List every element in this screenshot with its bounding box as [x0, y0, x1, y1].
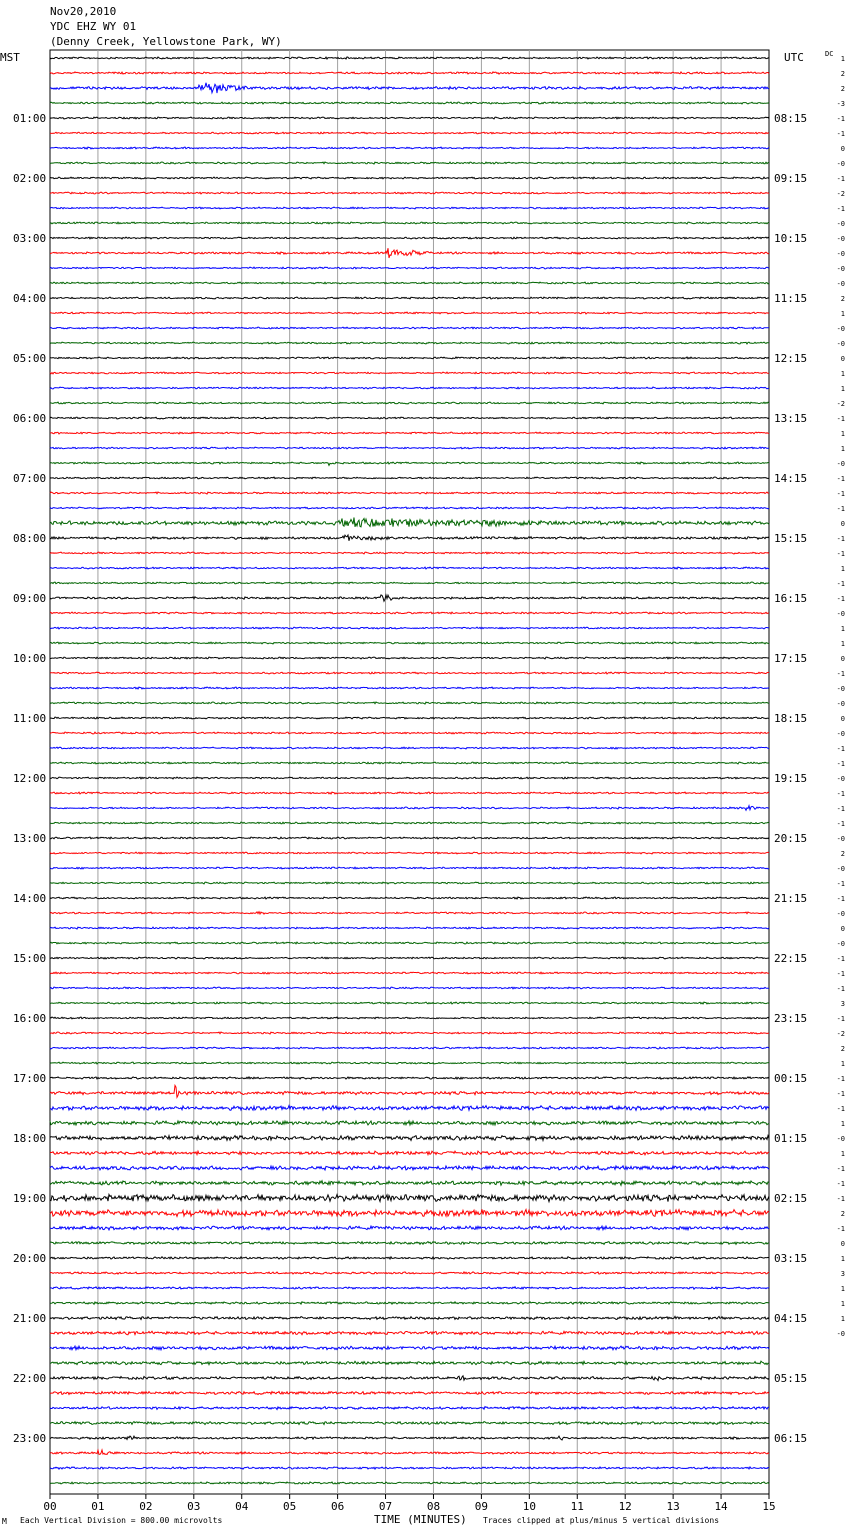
mst-hour-label: 15:00	[13, 952, 47, 965]
trace-row	[50, 1316, 769, 1319]
dc-offset-label: 1	[840, 1285, 845, 1293]
dc-offset-label: 0	[840, 520, 845, 528]
dc-offset-label: -1	[836, 1195, 845, 1203]
trace-row	[50, 1467, 769, 1469]
mst-hour-label: 23:00	[13, 1432, 47, 1445]
trace-row	[50, 1085, 769, 1097]
trace-row	[50, 882, 769, 884]
dc-offset-label: -1	[836, 1180, 845, 1188]
trace-row	[50, 567, 769, 569]
x-axis	[43, 1494, 775, 1513]
trace-row	[50, 657, 769, 659]
dc-offset-label: -1	[836, 955, 845, 963]
dc-offset-label: -0	[836, 1330, 845, 1338]
dc-offset-label: -0	[836, 700, 845, 708]
trace-row	[50, 762, 769, 764]
mst-hour-label: 14:00	[13, 892, 47, 905]
utc-hour-label: 11:15	[774, 292, 808, 305]
trace-row	[50, 806, 769, 811]
utc-hour-label: 12:15	[774, 352, 808, 365]
trace-row	[50, 732, 769, 734]
dc-offset-label: -0	[836, 460, 845, 468]
mst-hour-label: 09:00	[13, 592, 47, 605]
mst-hour-label: 13:00	[13, 832, 47, 845]
trace-row	[50, 942, 769, 944]
trace-row	[50, 1257, 769, 1259]
dc-offset-label: -1	[836, 205, 845, 213]
dc-offset-label: 0	[840, 715, 845, 723]
dc-offset-label: -0	[836, 1135, 845, 1143]
header-date: Nov20,2010	[50, 5, 117, 18]
dc-offset-label: 2	[840, 70, 845, 78]
trace-row	[50, 57, 769, 59]
dc-offset-label: -1	[836, 970, 845, 978]
trace-row	[50, 1361, 769, 1364]
trace-row	[50, 552, 769, 554]
trace-row	[50, 1376, 769, 1381]
trace-row	[50, 267, 769, 269]
dc-offset-label: -1	[836, 1075, 845, 1083]
dc-offset-label: -1	[836, 175, 845, 183]
trace-row	[50, 595, 769, 601]
trace-row	[50, 1422, 769, 1425]
utc-hour-label: 15:15	[774, 532, 808, 545]
dc-offset-label: -0	[836, 280, 845, 288]
trace-row	[50, 222, 769, 224]
dc-offset-label: -1	[836, 595, 845, 603]
corner-mark: M	[2, 1517, 7, 1526]
dc-offset-label: 1	[840, 1300, 845, 1308]
dc-offset-label: -1	[836, 1015, 845, 1023]
clip-note: Traces clipped at plus/minus 5 vertical divisions	[483, 1516, 720, 1525]
trace-row	[50, 717, 769, 719]
dc-offset-label: -0	[836, 865, 845, 873]
mst-hour-labels	[13, 112, 46, 1445]
mst-axis-label: MST	[0, 51, 20, 64]
x-tick-label: 01	[91, 1500, 105, 1513]
dc-offset-label: 1	[840, 310, 845, 318]
trace-row	[50, 117, 769, 119]
x-axis-title: TIME (MINUTES)	[374, 1513, 467, 1526]
dc-offset-label: -1	[836, 1105, 845, 1113]
dc-offset-label: 1	[840, 1315, 845, 1323]
trace-row	[50, 582, 769, 584]
utc-axis-label: UTC	[784, 51, 804, 64]
dc-offset-label: -1	[836, 820, 845, 828]
x-tick-label: 13	[666, 1500, 680, 1513]
dc-offset-label: -0	[836, 685, 845, 693]
trace-row	[50, 1482, 769, 1484]
dc-offset-label: -1	[836, 745, 845, 753]
dc-offset-label: -1	[836, 490, 845, 498]
trace-row	[50, 462, 769, 465]
trace-row	[50, 1195, 769, 1202]
mst-hour-label: 11:00	[13, 712, 47, 725]
trace-row	[50, 342, 769, 344]
utc-hour-label: 03:15	[774, 1252, 808, 1265]
dc-offset-label: 1	[840, 55, 845, 63]
trace-row	[50, 777, 769, 779]
dc-offset-label: -1	[836, 550, 845, 558]
dc-offset-label: -1	[836, 895, 845, 903]
dc-offset-label: -1	[836, 115, 845, 123]
trace-row	[50, 535, 769, 541]
trace-row	[50, 672, 769, 674]
dc-offset-label: 1	[840, 565, 845, 573]
dc-offset-label: -1	[836, 130, 845, 138]
trace-row	[50, 1017, 769, 1019]
trace-row	[50, 987, 769, 989]
x-tick-label: 12	[618, 1500, 632, 1513]
trace-row	[50, 1346, 769, 1350]
trace-row	[50, 897, 769, 899]
utc-hour-label: 16:15	[774, 592, 808, 605]
utc-hour-label: 13:15	[774, 412, 808, 425]
utc-hour-label: 22:15	[774, 952, 808, 965]
dc-offset-label: -0	[836, 610, 845, 618]
trace-row	[50, 867, 769, 869]
trace-row	[50, 642, 769, 644]
x-tick-label: 14	[714, 1500, 728, 1513]
trace-row	[50, 237, 769, 239]
dc-offset-label: -1	[836, 580, 845, 588]
dc-offset-label: 2	[840, 850, 845, 858]
dc-offset-label: 0	[840, 1240, 845, 1248]
trace-row	[50, 1209, 769, 1216]
trace-row	[50, 1047, 769, 1049]
vertical-division-note: Each Vertical Division = 800.00 microvolts	[20, 1516, 223, 1525]
utc-hour-label: 14:15	[774, 472, 808, 485]
trace-row	[50, 1392, 769, 1395]
dc-offset-label: -1	[836, 475, 845, 483]
mst-hour-label: 12:00	[13, 772, 47, 785]
trace-row	[50, 372, 769, 374]
dc-offset-label: 1	[840, 1255, 845, 1263]
trace-row	[50, 1032, 769, 1034]
dc-offset-label: -3	[836, 100, 845, 108]
utc-hour-label: 20:15	[774, 832, 808, 845]
dc-offset-label: 2	[840, 85, 845, 93]
utc-hour-label: 01:15	[774, 1132, 808, 1145]
mst-hour-label: 19:00	[13, 1192, 47, 1205]
dc-offset-label: 0	[840, 655, 845, 663]
dc-offset-label: -0	[836, 775, 845, 783]
trace-row	[50, 972, 769, 974]
trace-row	[50, 1002, 769, 1004]
trace-row	[50, 1272, 769, 1274]
trace-row	[50, 1331, 769, 1334]
dc-offset-label: -2	[836, 190, 845, 198]
dc-offset-label: -0	[836, 340, 845, 348]
trace-row	[50, 702, 769, 704]
mst-hour-label: 16:00	[13, 1012, 47, 1025]
mst-hour-label: 21:00	[13, 1312, 47, 1325]
header-location: (Denny Creek, Yellowstone Park, WY)	[50, 35, 282, 48]
x-tick-label: 04	[235, 1500, 249, 1513]
dc-offset-label: -0	[836, 940, 845, 948]
mst-hour-label: 01:00	[13, 112, 47, 125]
utc-hour-label: 02:15	[774, 1192, 808, 1205]
mst-hour-label: 07:00	[13, 472, 47, 485]
dc-offset-label: 2	[840, 1045, 845, 1053]
dc-offset-label: -0	[836, 910, 845, 918]
utc-hour-label: 08:15	[774, 112, 808, 125]
dc-offset-label: -2	[836, 400, 845, 408]
mst-hour-label: 10:00	[13, 652, 47, 665]
grid-lines	[50, 50, 769, 1494]
trace-row	[50, 852, 769, 854]
dc-offset-label: -1	[836, 505, 845, 513]
dc-offset-label: -1	[836, 880, 845, 888]
dc-offset-label: -1	[836, 1090, 845, 1098]
dc-offset-label: 0	[840, 145, 845, 153]
seismic-traces	[50, 57, 769, 1484]
dc-offset-label: -0	[836, 235, 845, 243]
utc-hour-label: 00:15	[774, 1072, 808, 1085]
utc-hour-label: 04:15	[774, 1312, 808, 1325]
trace-row	[50, 1121, 769, 1125]
utc-hour-label: 06:15	[774, 1432, 808, 1445]
utc-hour-label: 10:15	[774, 232, 808, 245]
utc-hour-label: 17:15	[774, 652, 808, 665]
utc-hour-label: 23:15	[774, 1012, 808, 1025]
trace-row	[50, 102, 769, 104]
dc-offset-label: -0	[836, 250, 845, 258]
dc-offset-label: 2	[840, 1210, 845, 1218]
mst-hour-label: 03:00	[13, 232, 47, 245]
trace-row	[50, 1062, 769, 1064]
x-tick-label: 06	[330, 1500, 345, 1513]
mst-hour-label: 22:00	[13, 1372, 47, 1385]
trace-row	[50, 627, 769, 629]
dc-offset-label: -1	[836, 1165, 845, 1173]
trace-row	[50, 132, 769, 134]
mst-hour-label: 06:00	[13, 412, 47, 425]
dc-offset-label: -0	[836, 835, 845, 843]
dc-offset-label: 1	[840, 625, 845, 633]
x-tick-label: 02	[139, 1500, 153, 1513]
dc-offset-label: -1	[836, 790, 845, 798]
x-tick-label: 05	[283, 1500, 297, 1513]
utc-hour-label: 05:15	[774, 1372, 808, 1385]
mst-hour-label: 17:00	[13, 1072, 47, 1085]
dc-offset-label: -1	[836, 670, 845, 678]
x-tick-label: 15	[762, 1500, 776, 1513]
mst-hour-label: 18:00	[13, 1132, 47, 1145]
trace-row	[50, 447, 769, 449]
utc-hour-label: 21:15	[774, 892, 808, 905]
trace-row	[50, 357, 769, 359]
dc-offset-label: -0	[836, 325, 845, 333]
trace-row	[50, 837, 769, 839]
dc-offset-label: 1	[840, 430, 845, 438]
trace-row	[50, 312, 769, 314]
trace-row	[50, 1242, 769, 1245]
trace-row	[50, 83, 769, 93]
trace-row	[50, 248, 769, 258]
dc-offset-label: 1	[840, 445, 845, 453]
trace-row	[50, 417, 769, 419]
trace-row	[50, 612, 769, 614]
dc-offset-label: -0	[836, 220, 845, 228]
trace-row	[50, 518, 769, 527]
trace-row	[50, 1151, 769, 1155]
trace-row	[50, 402, 769, 404]
trace-row	[50, 792, 769, 794]
x-tick-label: 10	[522, 1500, 536, 1513]
trace-row	[50, 492, 769, 494]
trace-row	[50, 687, 769, 689]
mst-hour-label: 04:00	[13, 292, 47, 305]
trace-row	[50, 177, 769, 179]
trace-row	[50, 1436, 769, 1440]
mst-hour-label: 08:00	[13, 532, 47, 545]
header-station: YDC EHZ WY 01	[50, 20, 137, 33]
dc-offset-label: -0	[836, 730, 845, 738]
trace-row	[50, 1450, 769, 1455]
trace-row	[50, 1136, 769, 1141]
trace-row	[50, 1166, 769, 1170]
dc-offset-label: 0	[840, 355, 845, 363]
trace-row	[50, 327, 769, 329]
utc-hour-label: 18:15	[774, 712, 808, 725]
trace-row	[50, 192, 769, 194]
dc-offset-label: 1	[840, 1150, 845, 1158]
trace-row	[50, 387, 769, 389]
dc-offset-label: -1	[836, 415, 845, 423]
x-tick-label: 03	[187, 1500, 201, 1513]
trace-row	[50, 1077, 769, 1079]
x-tick-label: 09	[474, 1500, 489, 1513]
trace-row	[50, 1181, 769, 1186]
x-tick-label: 00	[43, 1500, 57, 1513]
dc-offset-label: 3	[840, 1000, 845, 1008]
plot-frame	[50, 50, 769, 1494]
dc-offset-label: -1	[836, 1225, 845, 1233]
trace-row	[50, 207, 769, 209]
dc-offset-label: 0	[840, 925, 845, 933]
trace-row	[50, 1287, 769, 1289]
trace-row	[50, 927, 769, 929]
dc-offset-label: 2	[840, 295, 845, 303]
x-tick-label: 11	[570, 1500, 584, 1513]
utc-hour-label: 19:15	[774, 772, 808, 785]
mst-hour-label: 05:00	[13, 352, 47, 365]
mst-hour-label: 20:00	[13, 1252, 47, 1265]
dc-offset-label: -1	[836, 985, 845, 993]
dc-offset-label: 3	[840, 1270, 845, 1278]
dc-offset-label: -0	[836, 160, 845, 168]
trace-row	[50, 147, 769, 149]
dc-offset-label: 1	[840, 1060, 845, 1068]
trace-row	[50, 747, 769, 749]
dc-offset-label: 1	[840, 1120, 845, 1128]
trace-row	[50, 1226, 769, 1230]
trace-row	[50, 957, 769, 959]
trace-row	[50, 282, 769, 284]
trace-row	[50, 912, 769, 914]
trace-row	[50, 432, 769, 434]
trace-row	[50, 297, 769, 299]
trace-row	[50, 507, 769, 509]
trace-row	[50, 72, 769, 74]
trace-row	[50, 162, 769, 164]
dc-offset-label: 1	[840, 640, 845, 648]
dc-offset-label: -1	[836, 535, 845, 543]
dc-offset-label: -2	[836, 1030, 845, 1038]
mst-hour-label: 02:00	[13, 172, 47, 185]
x-tick-label: 07	[378, 1500, 393, 1513]
trace-row	[50, 477, 769, 479]
dc-offset-labels	[837, 55, 845, 1338]
dc-offset-label: 1	[840, 370, 845, 378]
trace-row	[50, 1106, 769, 1111]
dc-offset-label: 1	[840, 385, 845, 393]
dc-offset-label: -0	[836, 265, 845, 273]
trace-row	[50, 1302, 769, 1305]
dc-offset-label: -1	[836, 760, 845, 768]
dc-offset-label: -1	[836, 805, 845, 813]
trace-row	[50, 822, 769, 824]
trace-row	[50, 1407, 769, 1410]
utc-hour-label: 09:15	[774, 172, 808, 185]
x-tick-label: 08	[426, 1500, 441, 1513]
dc-column-label: DC	[825, 50, 834, 58]
utc-hour-labels	[774, 112, 807, 1445]
